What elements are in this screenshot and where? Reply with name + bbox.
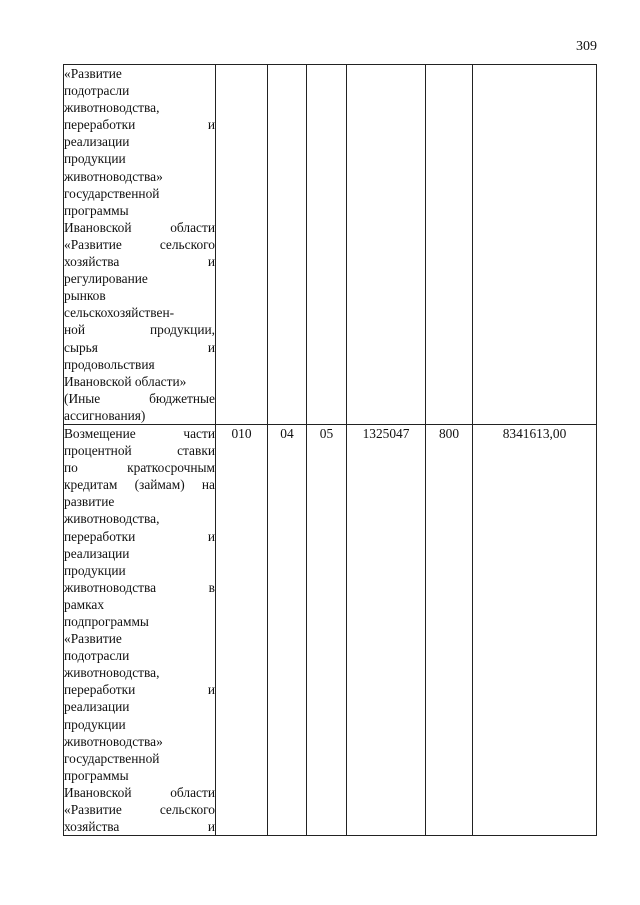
expense-type-code-cell: 800 [426,424,473,835]
description-cell [64,65,216,425]
description-line: хозяйства и [64,254,215,270]
target-article-code-cell [347,65,426,425]
section-code-cell [268,65,307,425]
subsection-code-cell: 05 [307,424,347,835]
description-line: «Развитие [64,66,122,81]
subsection-code-cell [307,65,347,425]
description-line: Ивановской области [64,784,215,800]
description-line: продукции [64,716,126,732]
description-line: сельскохозяйствен- [64,305,175,321]
description-line: животноводства» [64,733,163,749]
description-line: продовольствия [64,356,155,372]
description-line: рамках [64,596,105,612]
target-article-code-cell: 1325047 [347,424,426,835]
description-line: (Иные бюджетные [64,390,215,406]
description-line: подотрасли [64,648,130,664]
description-line: животноводства, [64,511,160,527]
description-line: программы [64,202,129,218]
description-line: переработки и [64,117,215,133]
description-line: реализации [64,134,130,150]
description-line: по краткосрочным [64,460,215,476]
description-line: реализации [64,545,130,561]
ministry-code-cell [216,65,268,425]
description-line: государственной [64,185,160,201]
description-line: ассигнования) [64,407,146,423]
description-line: переработки и [64,528,215,544]
description-line: процентной ставки [64,443,215,459]
description-cell [64,424,216,835]
description-line: государственной [64,750,160,766]
description-line: реализации [64,699,130,715]
description-line: подотрасли [64,83,130,99]
description-line: развитие [64,494,115,510]
description-line: программы [64,767,129,783]
description-line: животноводства» [64,168,163,184]
description-line: переработки и [64,682,215,698]
description-line: продукции [64,562,126,578]
description-line: «Развитие [64,631,122,647]
description-line: Ивановской области [64,219,215,235]
description-line: кредитам (займам) на [64,477,215,493]
description-line: продукции [64,151,126,167]
description-line: хозяйства и [64,819,215,835]
amount-cell: 8341613,00 [473,424,597,835]
description-line: «Развитие сельского [64,802,215,818]
description-line: животноводства в [64,579,215,595]
description-line: ной продукции, [64,322,215,338]
description-line: подпрограммы [64,614,149,629]
description-line: животноводства, [64,665,160,681]
amount-cell [473,65,597,425]
page-number: 309 [576,39,597,54]
description-line: животноводства, [64,100,160,116]
description-line: сырья и [64,339,215,355]
table-row [64,424,597,835]
description-line: регулирование [64,271,148,287]
description-line: Возмещение части [64,425,215,441]
description-line: «Развитие сельского [64,236,215,252]
section-code-cell: 04 [268,424,307,835]
expense-type-code-cell [426,65,473,425]
budget-table [63,64,597,836]
table-row [64,65,597,425]
description-line: Ивановской области» [64,373,187,389]
ministry-code-cell: 010 [216,424,268,835]
description-line: рынков [64,288,106,304]
